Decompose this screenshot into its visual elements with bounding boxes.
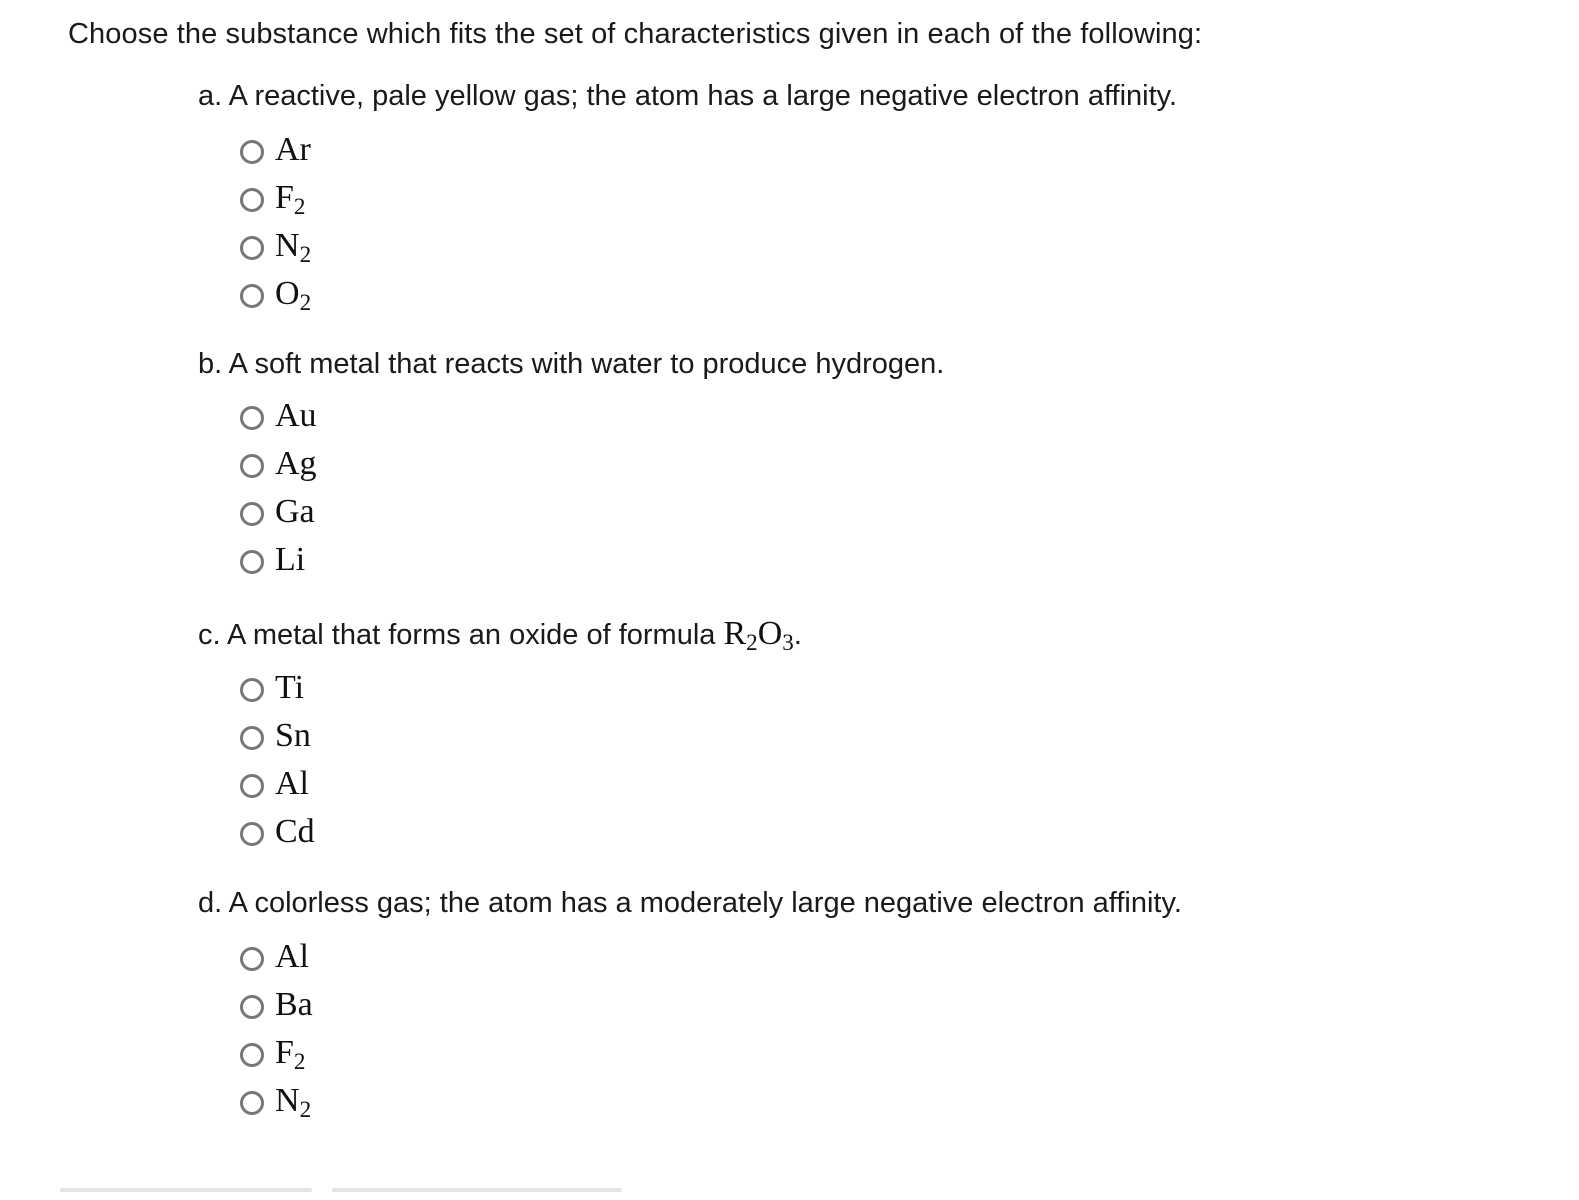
question-c-options bbox=[198, 664, 802, 856]
option-d-f2[interactable] bbox=[240, 1029, 1182, 1077]
option-label: Ar bbox=[275, 131, 311, 168]
option-label: Ti bbox=[275, 669, 305, 706]
option-label: Au bbox=[275, 397, 317, 434]
radio-button[interactable] bbox=[240, 774, 264, 798]
radio-button[interactable] bbox=[240, 822, 264, 846]
question-d-options bbox=[198, 933, 1182, 1125]
option-b-ag[interactable] bbox=[240, 440, 944, 488]
radio-button[interactable] bbox=[240, 995, 264, 1019]
option-label: Li bbox=[275, 541, 306, 578]
option-label: Ba bbox=[275, 986, 313, 1023]
question-c-text bbox=[198, 612, 802, 656]
option-label: Al bbox=[275, 765, 309, 802]
option-c-al[interactable] bbox=[240, 760, 802, 808]
radio-button[interactable] bbox=[240, 502, 264, 526]
option-label: Ag bbox=[275, 445, 317, 482]
option-label: Cd bbox=[275, 813, 315, 850]
question-a-text: a. A reactive, pale yellow gas; the atom has a large negative electron affinity. bbox=[198, 80, 1178, 112]
option-c-cd[interactable] bbox=[240, 808, 802, 856]
option-b-ga[interactable] bbox=[240, 488, 944, 536]
bottom-divider-left bbox=[60, 1188, 312, 1192]
question-b-text: b. A soft metal that reacts with water to produce hydrogen. bbox=[198, 348, 945, 380]
radio-button[interactable] bbox=[240, 140, 264, 164]
question-c-period: . bbox=[793, 619, 802, 651]
option-a-ar[interactable] bbox=[240, 126, 1177, 174]
option-label: Ga bbox=[275, 493, 315, 530]
option-d-n2[interactable] bbox=[240, 1077, 1182, 1125]
radio-button[interactable] bbox=[240, 454, 264, 478]
radio-button[interactable] bbox=[240, 284, 264, 308]
option-b-au[interactable] bbox=[240, 392, 944, 440]
question-d bbox=[198, 881, 1182, 1125]
option-label: $N_2$ bbox=[275, 227, 312, 268]
question-b-options bbox=[198, 392, 944, 584]
option-label: Sn bbox=[275, 717, 311, 754]
option-a-o2[interactable] bbox=[240, 270, 1177, 318]
radio-button[interactable] bbox=[240, 1043, 264, 1067]
radio-button[interactable] bbox=[240, 188, 264, 212]
option-d-al[interactable] bbox=[240, 933, 1182, 981]
radio-button[interactable] bbox=[240, 236, 264, 260]
option-label: $N_2$ bbox=[275, 1082, 312, 1123]
question-d-text: d. A colorless gas; the atom has a moderately large negative electron affinity. bbox=[198, 887, 1182, 919]
bottom-divider-right bbox=[332, 1188, 622, 1192]
option-a-n2[interactable] bbox=[240, 222, 1177, 270]
question-a bbox=[198, 74, 1177, 318]
option-c-sn[interactable] bbox=[240, 712, 802, 760]
instruction-text: Choose the substance which fits the set of characteristics given in each of the following: bbox=[68, 18, 1203, 50]
radio-button[interactable] bbox=[240, 726, 264, 750]
option-c-ti[interactable] bbox=[240, 664, 802, 712]
radio-button[interactable] bbox=[240, 550, 264, 574]
option-label: Al bbox=[275, 938, 309, 975]
option-b-li[interactable] bbox=[240, 536, 944, 584]
radio-button[interactable] bbox=[240, 947, 264, 971]
option-d-ba[interactable] bbox=[240, 981, 1182, 1029]
question-c bbox=[198, 612, 802, 856]
question-b bbox=[198, 342, 944, 584]
option-label: $F_2$ bbox=[275, 1034, 306, 1075]
option-a-f2[interactable] bbox=[240, 174, 1177, 222]
option-label: $O_2$ bbox=[275, 275, 312, 316]
option-label: $F_2$ bbox=[275, 179, 306, 220]
radio-button[interactable] bbox=[240, 406, 264, 430]
radio-button[interactable] bbox=[240, 678, 264, 702]
question-a-options bbox=[198, 126, 1177, 318]
radio-button[interactable] bbox=[240, 1091, 264, 1115]
oxide-formula: $R_2O_3$ bbox=[723, 615, 794, 656]
question-c-prompt: c. A metal that forms an oxide of formula bbox=[198, 619, 716, 651]
